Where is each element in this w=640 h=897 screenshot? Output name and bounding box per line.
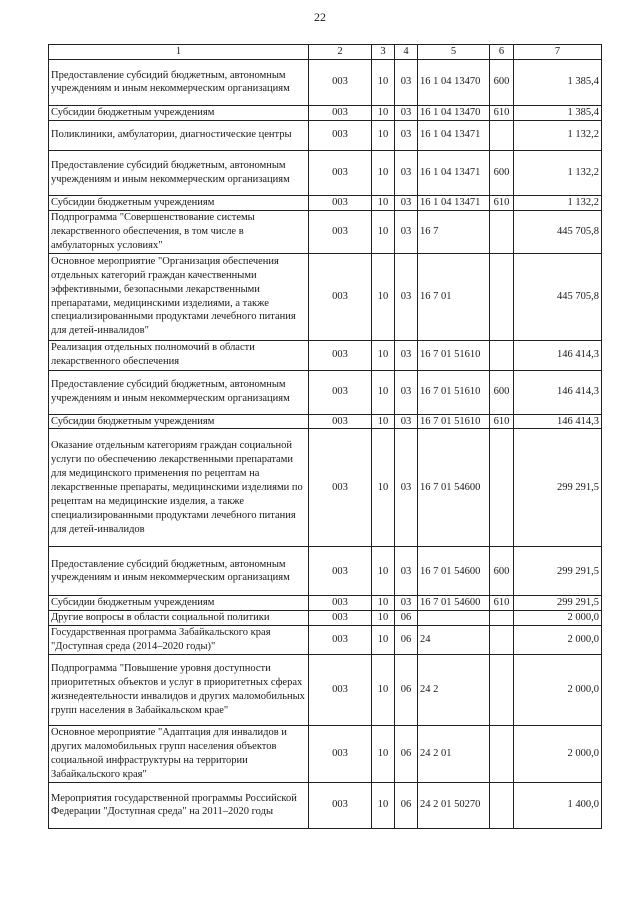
row-name-cell: Предоставление субсидий бюджетным, автономным учреждениям и иным некоммерческим организациям — [49, 370, 309, 414]
row-name-cell: Оказание отдельным категориям граждан социальной услуги по обеспечению лекарственными препаратами для медицинского применения по рецептам на лекарственные препараты, медицинскими изделиями по рецептам на медицинские изделия, а также специализированными продуктами лечебного питания для детей-инвалидов — [49, 429, 309, 547]
table-row — [49, 340, 602, 370]
target-article-cell: 16 1 04 13470 — [418, 105, 490, 120]
row-name-cell: Предоставление субсидий бюджетным, автономным учреждениям и иным некоммерческим организациям — [49, 547, 309, 596]
section-cell: 10 — [372, 105, 395, 120]
row-name-cell: Субсидии бюджетным учреждениям — [49, 414, 309, 429]
admin-code-cell: 003 — [309, 210, 372, 253]
table-row — [49, 120, 602, 150]
amount-cell: 146 414,3 — [514, 370, 602, 414]
expense-type-cell — [490, 611, 514, 626]
admin-code-cell: 003 — [309, 429, 372, 547]
target-article-cell: 16 7 01 51610 — [418, 340, 490, 370]
target-article-cell: 24 2 — [418, 654, 490, 725]
amount-cell: 2 000,0 — [514, 626, 602, 655]
amount-cell: 1 385,4 — [514, 59, 602, 105]
table-row — [49, 611, 602, 626]
amount-cell: 1 385,4 — [514, 105, 602, 120]
expense-type-cell — [490, 626, 514, 655]
header-cell-5: 5 — [418, 45, 490, 60]
subsection-cell: 06 — [395, 725, 418, 782]
subsection-cell: 03 — [395, 253, 418, 340]
section-cell: 10 — [372, 150, 395, 195]
subsection-cell: 03 — [395, 370, 418, 414]
admin-code-cell: 003 — [309, 626, 372, 655]
row-name-cell: Подпрограмма "Повышение уровня доступности приоритетных объектов и услуг в приоритетных сферах жизнедеятельности инвалидов и других маломобильных групп населения в Забайкальском крае" — [49, 654, 309, 725]
admin-code-cell: 003 — [309, 195, 372, 210]
table-row — [49, 596, 602, 611]
table-row — [49, 210, 602, 253]
admin-code-cell: 003 — [309, 414, 372, 429]
table-row — [49, 253, 602, 340]
table-row — [49, 59, 602, 105]
table-row — [49, 414, 602, 429]
amount-cell: 1 132,2 — [514, 195, 602, 210]
amount-cell: 2 000,0 — [514, 654, 602, 725]
table-row — [49, 370, 602, 414]
row-name-cell: Субсидии бюджетным учреждениям — [49, 105, 309, 120]
header-cell-7: 7 — [514, 45, 602, 60]
section-cell: 10 — [372, 547, 395, 596]
table-row — [49, 547, 602, 596]
section-cell: 10 — [372, 59, 395, 105]
row-name-cell: Субсидии бюджетным учреждениям — [49, 596, 309, 611]
admin-code-cell: 003 — [309, 782, 372, 828]
subsection-cell: 03 — [395, 150, 418, 195]
table-header-row — [49, 45, 602, 60]
expense-type-cell: 610 — [490, 596, 514, 611]
target-article-cell: 24 — [418, 626, 490, 655]
row-name-cell: Предоставление субсидий бюджетным, автономным учреждениям и иным некоммерческим организациям — [49, 59, 309, 105]
expense-type-cell — [490, 654, 514, 725]
target-article-cell: 16 7 01 54600 — [418, 429, 490, 547]
section-cell: 10 — [372, 611, 395, 626]
target-article-cell: 16 7 01 — [418, 253, 490, 340]
row-name-cell: Поликлиники, амбулатории, диагностические центры — [49, 120, 309, 150]
section-cell: 10 — [372, 120, 395, 150]
admin-code-cell: 003 — [309, 150, 372, 195]
amount-cell: 2 000,0 — [514, 611, 602, 626]
table-row — [49, 626, 602, 655]
target-article-cell: 16 7 01 54600 — [418, 547, 490, 596]
target-article-cell — [418, 611, 490, 626]
target-article-cell: 16 1 04 13471 — [418, 120, 490, 150]
subsection-cell: 03 — [395, 210, 418, 253]
row-name-cell: Предоставление субсидий бюджетным, автономным учреждениям и иным некоммерческим организациям — [49, 150, 309, 195]
admin-code-cell: 003 — [309, 340, 372, 370]
target-article-cell: 16 7 01 51610 — [418, 414, 490, 429]
row-name-cell: Другие вопросы в области социальной политики — [49, 611, 309, 626]
budget-table — [48, 44, 602, 829]
section-cell: 10 — [372, 340, 395, 370]
subsection-cell: 03 — [395, 59, 418, 105]
section-cell: 10 — [372, 626, 395, 655]
target-article-cell: 16 7 01 54600 — [418, 596, 490, 611]
header-cell-4: 4 — [395, 45, 418, 60]
amount-cell: 146 414,3 — [514, 340, 602, 370]
section-cell: 10 — [372, 725, 395, 782]
subsection-cell: 03 — [395, 195, 418, 210]
expense-type-cell: 600 — [490, 370, 514, 414]
section-cell: 10 — [372, 782, 395, 828]
amount-cell: 445 705,8 — [514, 253, 602, 340]
table-row — [49, 725, 602, 782]
admin-code-cell: 003 — [309, 59, 372, 105]
subsection-cell: 03 — [395, 596, 418, 611]
header-cell-1: 1 — [49, 45, 309, 60]
table-row — [49, 150, 602, 195]
amount-cell: 1 132,2 — [514, 150, 602, 195]
amount-cell: 299 291,5 — [514, 596, 602, 611]
target-article-cell: 16 7 — [418, 210, 490, 253]
amount-cell: 1 400,0 — [514, 782, 602, 828]
expense-type-cell: 610 — [490, 414, 514, 429]
header-cell-6: 6 — [490, 45, 514, 60]
expense-type-cell: 600 — [490, 547, 514, 596]
expense-type-cell — [490, 340, 514, 370]
section-cell: 10 — [372, 370, 395, 414]
row-name-cell: Государственная программа Забайкальского края "Доступная среда (2014–2020 годы)" — [49, 626, 309, 655]
subsection-cell: 06 — [395, 611, 418, 626]
expense-type-cell — [490, 429, 514, 547]
subsection-cell: 03 — [395, 120, 418, 150]
subsection-cell: 03 — [395, 429, 418, 547]
subsection-cell: 06 — [395, 626, 418, 655]
subsection-cell: 03 — [395, 340, 418, 370]
row-name-cell: Основное мероприятие "Организация обеспечения отдельных категорий граждан качественными эффективными, безопасными лекарственными препаратами, медицинскими изделиями, а также специализированными продуктами лечебного питания для детей-инвалидов" — [49, 253, 309, 340]
header-cell-3: 3 — [372, 45, 395, 60]
table-row — [49, 782, 602, 828]
target-article-cell: 24 2 01 50270 — [418, 782, 490, 828]
table-row — [49, 105, 602, 120]
admin-code-cell: 003 — [309, 105, 372, 120]
amount-cell: 146 414,3 — [514, 414, 602, 429]
subsection-cell: 03 — [395, 414, 418, 429]
section-cell: 10 — [372, 253, 395, 340]
section-cell: 10 — [372, 654, 395, 725]
amount-cell: 2 000,0 — [514, 725, 602, 782]
expense-type-cell — [490, 253, 514, 340]
admin-code-cell: 003 — [309, 654, 372, 725]
section-cell: 10 — [372, 195, 395, 210]
expense-type-cell — [490, 120, 514, 150]
amount-cell: 299 291,5 — [514, 547, 602, 596]
header-cell-2: 2 — [309, 45, 372, 60]
table-row — [49, 429, 602, 547]
admin-code-cell: 003 — [309, 611, 372, 626]
admin-code-cell: 003 — [309, 596, 372, 611]
row-name-cell: Реализация отдельных полномочий в области лекарственного обеспечения — [49, 340, 309, 370]
admin-code-cell: 003 — [309, 547, 372, 596]
section-cell: 10 — [372, 429, 395, 547]
expense-type-cell — [490, 210, 514, 253]
subsection-cell: 03 — [395, 105, 418, 120]
target-article-cell: 16 1 04 13471 — [418, 150, 490, 195]
expense-type-cell — [490, 725, 514, 782]
expense-type-cell: 610 — [490, 105, 514, 120]
target-article-cell: 16 7 01 51610 — [418, 370, 490, 414]
table-row — [49, 195, 602, 210]
table-row — [49, 654, 602, 725]
row-name-cell: Мероприятия государственной программы Российской Федерации "Доступная среда" на 2011–2020 годы — [49, 782, 309, 828]
admin-code-cell: 003 — [309, 370, 372, 414]
section-cell: 10 — [372, 596, 395, 611]
admin-code-cell: 003 — [309, 120, 372, 150]
expense-type-cell: 610 — [490, 195, 514, 210]
subsection-cell: 03 — [395, 547, 418, 596]
amount-cell: 1 132,2 — [514, 120, 602, 150]
target-article-cell: 16 1 04 13470 — [418, 59, 490, 105]
section-cell: 10 — [372, 414, 395, 429]
row-name-cell: Подпрограмма "Совершенствование системы лекарственного обеспечения, в том числе в амбулаторных условиях" — [49, 210, 309, 253]
admin-code-cell: 003 — [309, 253, 372, 340]
amount-cell: 445 705,8 — [514, 210, 602, 253]
target-article-cell: 16 1 04 13471 — [418, 195, 490, 210]
subsection-cell: 06 — [395, 782, 418, 828]
page-number: 22 — [314, 10, 326, 24]
expense-type-cell — [490, 782, 514, 828]
admin-code-cell: 003 — [309, 725, 372, 782]
subsection-cell: 06 — [395, 654, 418, 725]
expense-type-cell: 600 — [490, 150, 514, 195]
expense-type-cell: 600 — [490, 59, 514, 105]
amount-cell: 299 291,5 — [514, 429, 602, 547]
row-name-cell: Основное мероприятие "Адаптация для инвалидов и других маломобильных групп населения объектов социальной инфраструктуры на территории Забайкальского края" — [49, 725, 309, 782]
section-cell: 10 — [372, 210, 395, 253]
target-article-cell: 24 2 01 — [418, 725, 490, 782]
row-name-cell: Субсидии бюджетным учреждениям — [49, 195, 309, 210]
